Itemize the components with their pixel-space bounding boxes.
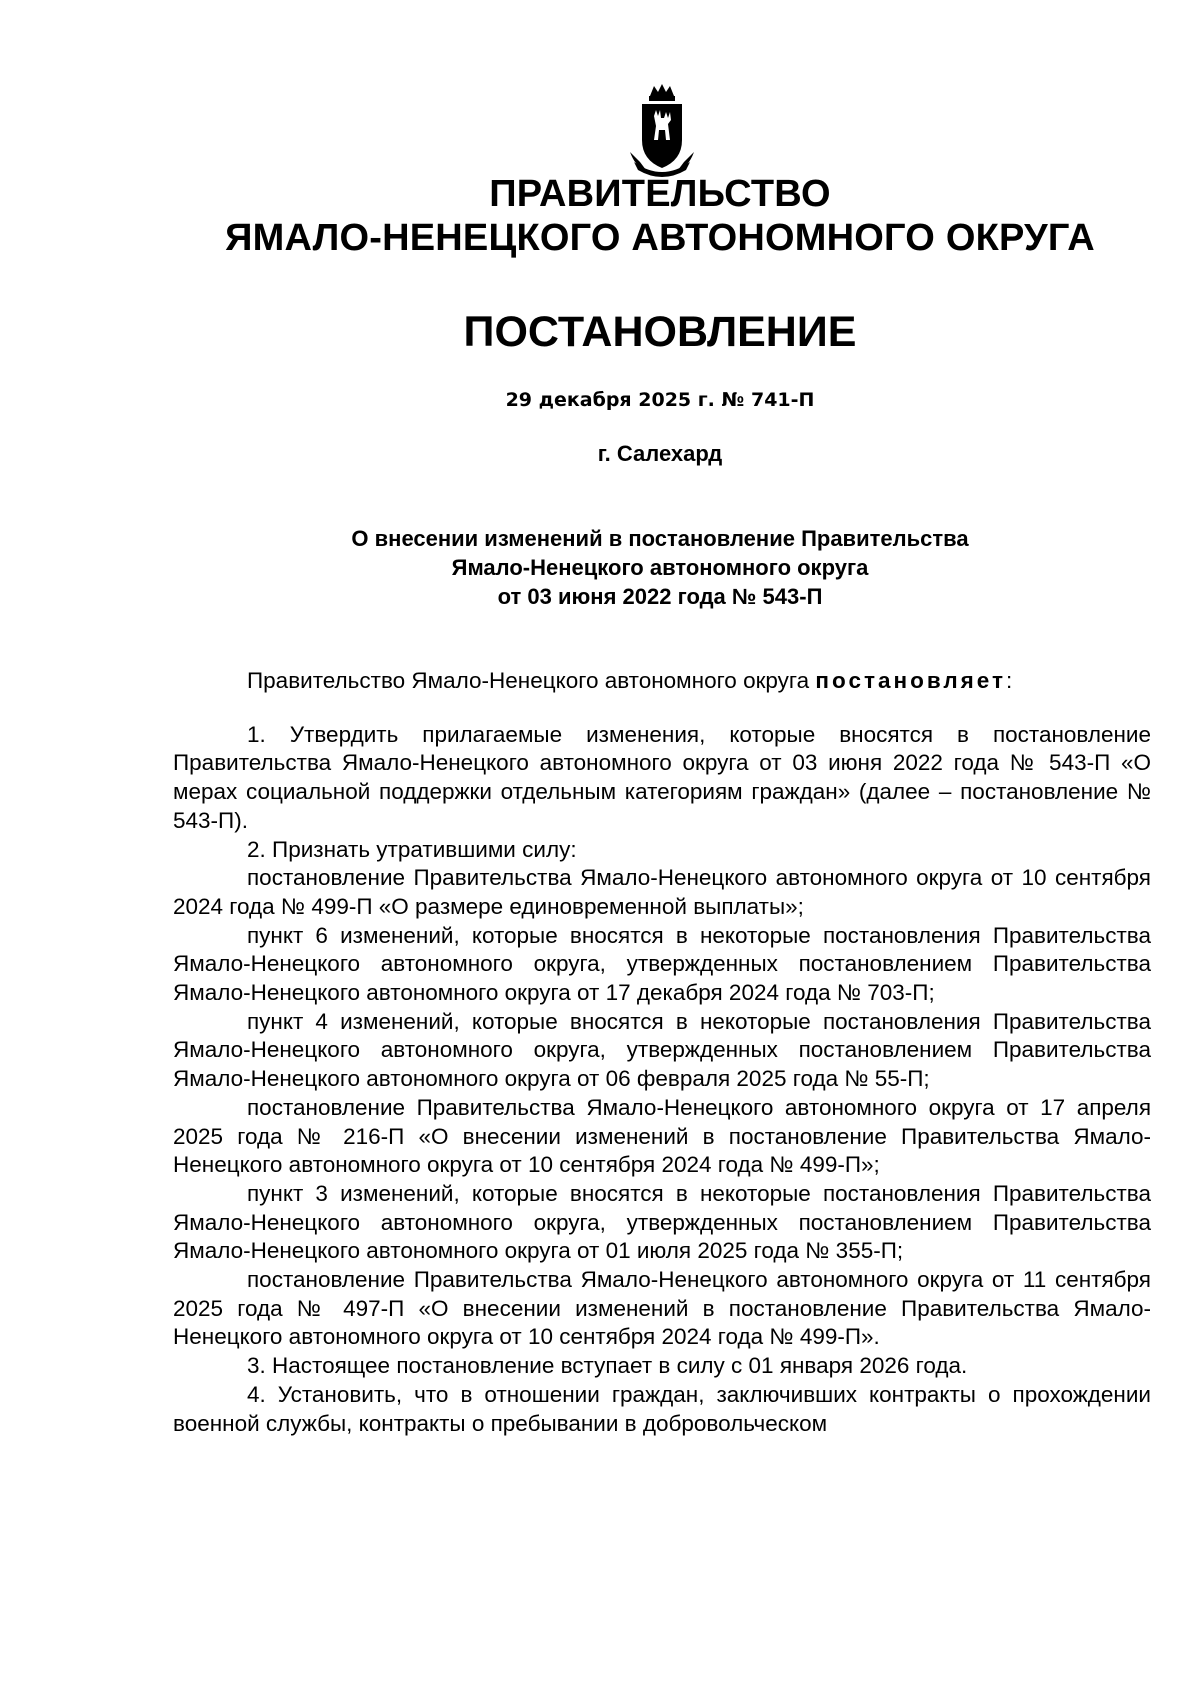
subject-line: от 03 июня 2022 года № 543-П [497,584,823,609]
body-paragraph: пункт 3 изменений, которые вносятся в некоторые постановления Правительства Ямало-Ненецкого автономного округа, утвержденных постановлением Правительства Ямало-Ненецкого автономного округа от 01 июля 2025 года № 355-П; [173,1180,1151,1264]
government-name-line1: ПРАВИТЕЛЬСТВО [489,173,831,215]
intro-emphasis: постановляет [815,668,1007,693]
body-paragraph: пункт 4 изменений, которые вносятся в некоторые постановления Правительства Ямало-Ненецкого автономного округа, утвержденных постановлением Правительства Ямало-Ненецкого автономного округа от 06 февраля 2025 года № 55-П; [173,1008,1151,1092]
body-paragraph: 2. Признать утратившими силу: [247,836,577,862]
body-paragraph: постановление Правительства Ямало-Ненецкого автономного округа от 10 сентября 2024 года № 499-П «О размере единовременной выплаты»; [173,865,1151,919]
document-kind-title: ПОСТАНОВЛЕНИЕ [463,308,857,356]
intro-paragraph [173,667,1151,696]
intro-end: : [1006,668,1013,693]
body-paragraph: 3. Настоящее постановление вступает в силу с 01 января 2026 года. [247,1353,968,1379]
document-date-number: 29 декабря 2025 г. № 741-П [505,389,815,411]
subject-line: О внесении изменений в постановление Правительства [351,526,969,551]
body-paragraph: постановление Правительства Ямало-Ненецкого автономного округа от 11 сентября 2025 года № 497-П «О внесении изменений в постановление Правительства Ямало-Ненецкого автономного округа от 10 сентября 2024 года № 499-П». [173,1267,1151,1350]
body-paragraph: 4. Установить, что в отношении граждан, заключивших контракты о прохождении военной службы, контракты о пребывании в добровольческом [173,1381,1151,1436]
government-name-line2: ЯМАЛО-НЕНЕЦКОГО АВТОНОМНОГО ОКРУГА [225,217,1095,259]
subject-line: Ямало-Ненецкого автономного округа [451,555,869,580]
intro-text: Правительство Ямало-Ненецкого автономного округа [247,668,816,693]
body-paragraph: постановление Правительства Ямало-Ненецкого автономного округа от 17 апреля 2025 года № 216-П «О внесении изменений в постановление Правительства Ямало-Ненецкого автономного округа от 10 сентября 2024 года № 499-П»; [173,1094,1151,1178]
document-subject [0,524,1200,611]
document-body [173,667,1151,1438]
coat-of-arms-emblem-icon [626,82,698,182]
document-city: г. Салехард [597,441,723,466]
body-paragraph: 1. Утвердить прилагаемые изменения, которые вносятся в постановление Правительства Ямало-Ненецкого автономного округа от 03 июня 2022 года № 543-П «О мерах социальной поддержки отдельным категориям граждан» (далее – постановление № 543-П). [173,721,1151,833]
body-paragraph: пункт 6 изменений, которые вносятся в некоторые постановления Правительства Ямало-Ненецкого автономного округа, утвержденных постановлением Правительства Ямало-Ненецкого автономного округа от 17 декабря 2024 года № 703-П; [173,922,1151,1006]
